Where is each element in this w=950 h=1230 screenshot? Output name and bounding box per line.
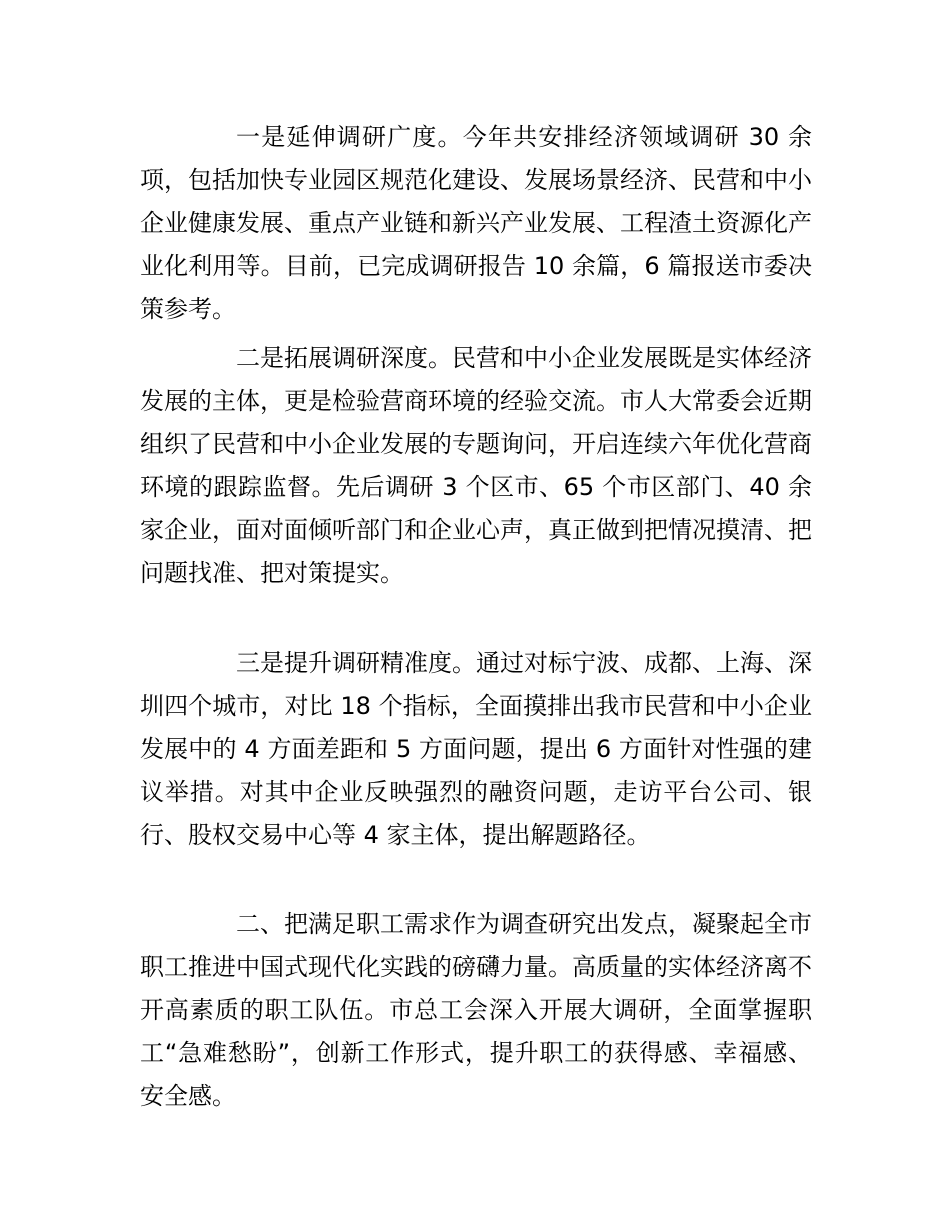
paragraph-expand-research-depth: 二是拓展调研深度。民营和中小企业发展既是实体经济发展的主体，更是检验营商环境的经验交流。市人大常委会近期组织了民营和中小企业发展的专题询问，开启连续六年优化营商环境的跟踪监督。先后调研 3 个区市、65 个市区部门、40 余家企业，面对面倾听部门和企业心声，真正做到把情况摸清、把问题找准、把对策提实。 bbox=[140, 344, 812, 587]
paragraph-improve-research-precision: 三是提升调研精准度。通过对标宁波、成都、上海、深圳四个城市，对比 18 个指标，全面摸排出我市民营和中小企业发展中的 4 方面差距和 5 方面问题，提出 6 方面针对性强的建议举措。对其中企业反映强烈的融资问题，走访平台公司、银行、股权交易中心等 4 家主体，提出解题路径。 bbox=[140, 649, 812, 849]
paragraph-extend-research-breadth: 一是延伸调研广度。今年共安排经济领域调研 30 余项，包括加快专业园区规范化建设、发展场景经济、民营和中小企业健康发展、重点产业链和新兴产业发展、工程渣土资源化产业化利用等。目前，已完成调研报告 10 余篇，6 篇报送市委决策参考。 bbox=[140, 123, 812, 323]
paragraph-worker-needs-section: 二、把满足职工需求作为调查研究出发点，凝聚起全市职工推进中国式现代化实践的磅礴力量。高质量的实体经济离不开高素质的职工队伍。市总工会深入开展大调研，全面掌握职工“急难愁盼”，创新工作形式，提升职工的获得感、幸福感、安全感。 bbox=[140, 910, 812, 1110]
